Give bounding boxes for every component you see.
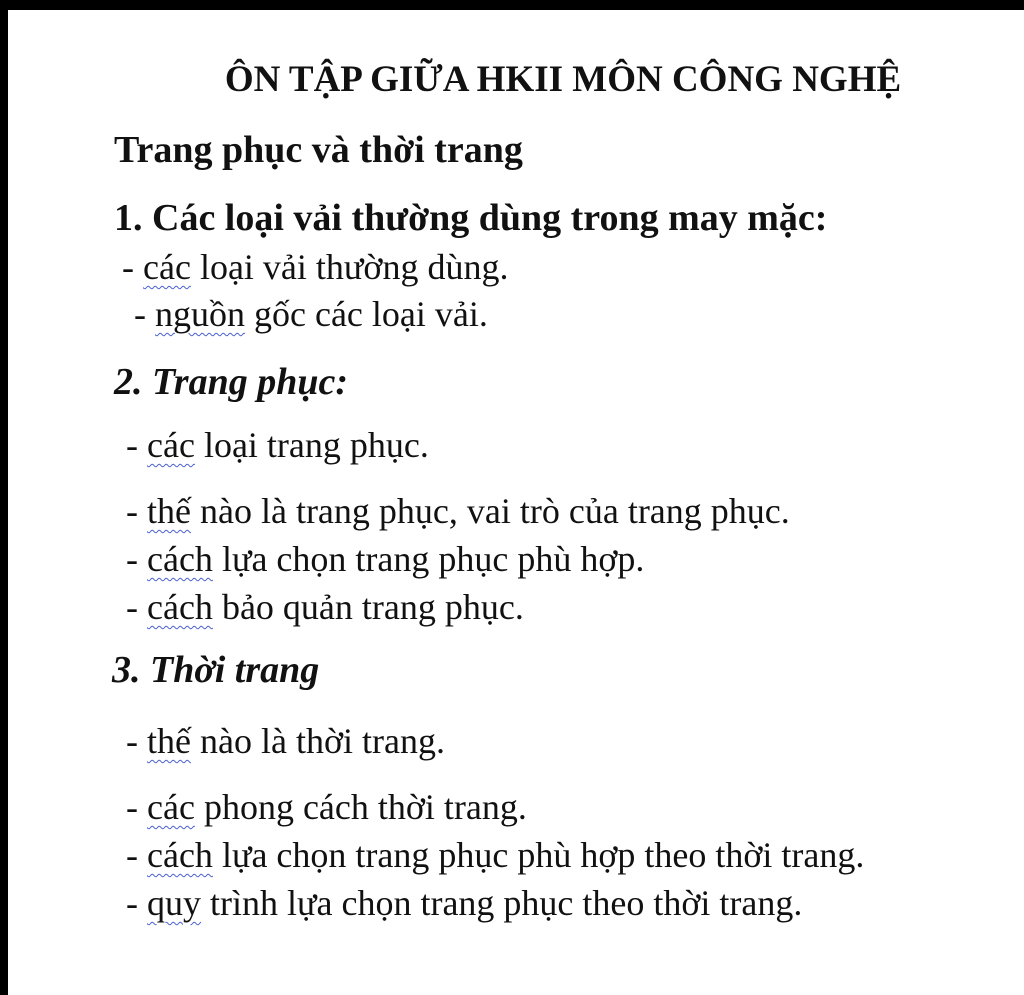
bullet-item bbox=[134, 293, 488, 335]
section-1-heading: 1. Các loại vải thường dùng trong may mặc: bbox=[114, 197, 828, 239]
spellcheck-marked-word: các bbox=[147, 425, 195, 465]
bullet-dash: - bbox=[126, 425, 147, 465]
bullet-item bbox=[126, 490, 790, 532]
section-2-heading: 2. Trang phục: bbox=[114, 361, 349, 403]
bullet-item bbox=[126, 538, 644, 580]
spellcheck-marked-word: cách bbox=[147, 835, 213, 875]
bullet-text: nào là thời trang. bbox=[190, 721, 445, 761]
bullet-dash: - bbox=[126, 491, 147, 531]
bullet-text: phong cách thời trang. bbox=[194, 787, 527, 827]
bullet-text: loại trang phục. bbox=[194, 425, 429, 465]
document-page bbox=[8, 10, 1024, 995]
bullet-text: trình lựa chọn trang phục theo thời trang. bbox=[201, 883, 803, 923]
bullet-dash: - bbox=[126, 587, 147, 627]
bullet-text: lựa chọn trang phục phù hợp theo thời trang. bbox=[212, 835, 865, 875]
spellcheck-marked-word: cách bbox=[147, 539, 213, 579]
spellcheck-marked-word: nguồn bbox=[155, 294, 245, 334]
spellcheck-marked-word: thế bbox=[147, 721, 191, 761]
bullet-text: loại vải thường dùng. bbox=[190, 247, 509, 287]
spellcheck-marked-word: cách bbox=[147, 587, 213, 627]
spellcheck-marked-word: các bbox=[143, 247, 191, 287]
bullet-text: gốc các loại vải. bbox=[245, 294, 488, 334]
bullet-item bbox=[126, 586, 524, 628]
bullet-dash: - bbox=[126, 787, 147, 827]
bullet-dash: - bbox=[126, 539, 147, 579]
bullet-text: lựa chọn trang phục phù hợp. bbox=[212, 539, 645, 579]
bullet-text: nào là trang phục, vai trò của trang phục. bbox=[190, 491, 790, 531]
bullet-item bbox=[126, 786, 527, 828]
bullet-item bbox=[122, 246, 508, 288]
spellcheck-marked-word: thế bbox=[147, 491, 191, 531]
bullet-item bbox=[126, 834, 864, 876]
spellcheck-marked-word: quy bbox=[147, 883, 201, 923]
document-subject: Trang phục và thời trang bbox=[114, 129, 523, 171]
spellcheck-marked-word: các bbox=[147, 787, 195, 827]
bullet-item bbox=[126, 424, 429, 466]
document-title: ÔN TẬP GIỮA HKII MÔN CÔNG NGHỆ bbox=[224, 59, 902, 100]
bullet-dash: - bbox=[122, 247, 143, 287]
bullet-dash: - bbox=[126, 883, 147, 923]
bullet-item bbox=[126, 720, 445, 762]
bullet-dash: - bbox=[134, 294, 155, 334]
bullet-dash: - bbox=[126, 721, 147, 761]
bullet-item bbox=[126, 882, 802, 924]
bullet-dash: - bbox=[126, 835, 147, 875]
section-3-heading: 3. Thời trang bbox=[112, 649, 320, 691]
bullet-text: bảo quản trang phục. bbox=[212, 587, 524, 627]
